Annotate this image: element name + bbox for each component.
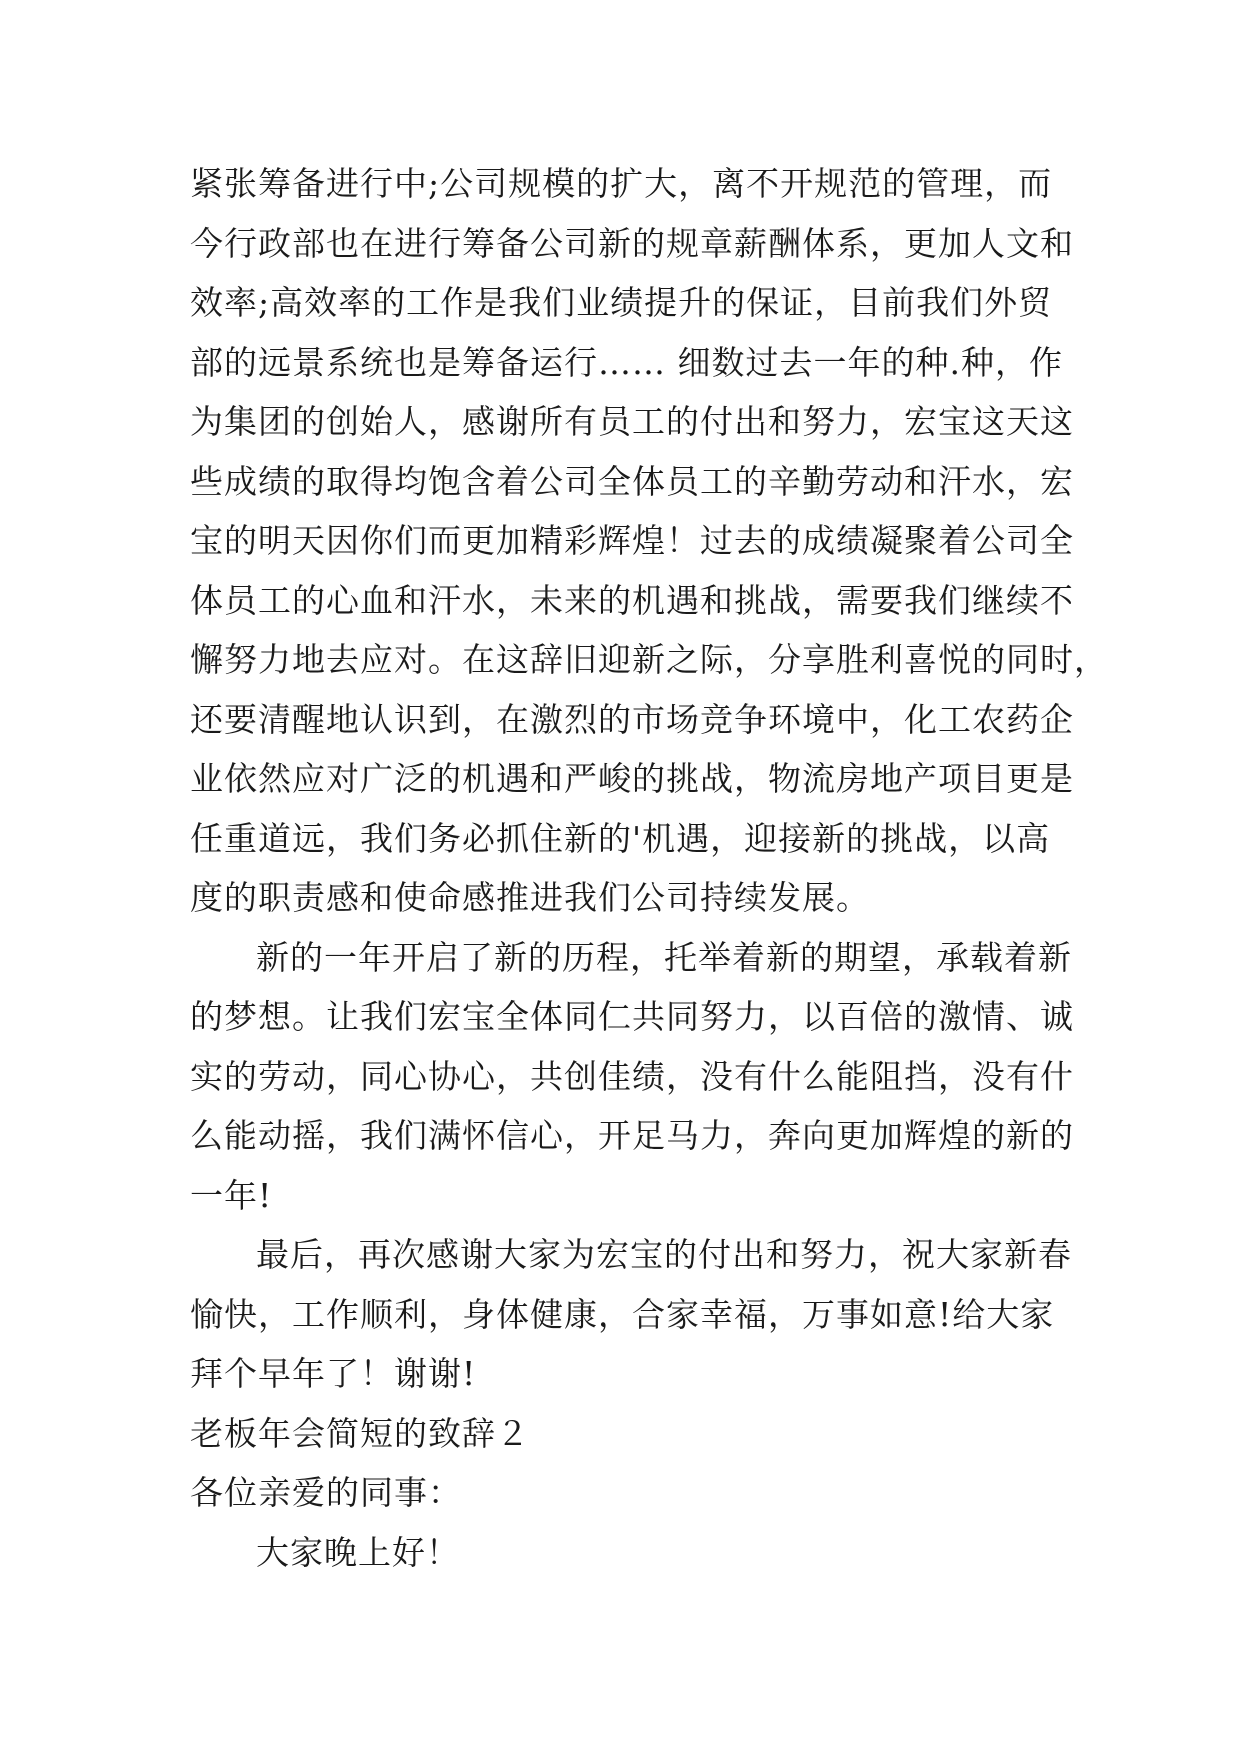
- salutation: 各位亲爱的同事：: [190, 1473, 462, 1512]
- text-line: 愉快，工作顺利，身体健康，合家幸福，万事如意!给大家: [190, 1294, 1055, 1334]
- text-line: 么能动摇，我们满怀信心，开足马力，奔向更加辉煌的新的: [190, 1116, 1074, 1155]
- text-line: 为集团的创始人，感谢所有员工的付出和努力，宏宝这天这: [190, 402, 1074, 441]
- text-line: 些成绩的取得均饱含着公司全体员工的辛勤劳动和汗水，宏: [190, 461, 1074, 501]
- text-line: 懈努力地去应对。在这辞旧迎新之际，分享胜利喜悦的同时，: [190, 640, 1108, 679]
- text-line: 今行政部也在进行筹备公司新的规章薪酬体系，更加人文和: [190, 223, 1074, 263]
- text-line: 的梦想。让我们宏宝全体同仁共同努力，以百倍的激情、诚: [190, 997, 1074, 1036]
- text-line: 最后，再次感谢大家为宏宝的付出和努力，祝大家新春: [256, 1235, 1072, 1274]
- greeting: 大家晚上好！: [256, 1532, 460, 1572]
- text-line: 任重道远，我们务必抓住新的'机遇，迎接新的挑战，以高: [190, 818, 1051, 858]
- text-line: 拜个早年了！谢谢!: [190, 1354, 477, 1393]
- paragraph-closing: [190, 1225, 1072, 1404]
- text-line: 实的劳动，同心协心，共创佳绩，没有什么能阻挡，没有什: [190, 1056, 1074, 1096]
- text-line: 宝的明天因你们而更加精彩辉煌！过去的成绩凝聚着公司全: [190, 521, 1074, 560]
- text-line: 新的一年开启了新的历程，托举着新的期望，承载着新: [256, 937, 1072, 977]
- text-line: 度的职责感和使命感推进我们公司持续发展。: [190, 878, 870, 917]
- text-line: 效率;高效率的工作是我们业绩提升的保证，目前我们外贸: [190, 283, 1053, 322]
- paragraph-continued: [190, 154, 1108, 928]
- document-body: [190, 154, 1108, 1582]
- paragraph-new-year: [190, 928, 1074, 1226]
- text-line: 业依然应对广泛的机遇和严峻的挑战，物流房地产项目更是: [190, 759, 1074, 798]
- text-line: 还要清醒地认识到，在激烈的市场竞争环境中，化工农药企: [190, 699, 1074, 739]
- text-line: 体员工的心血和汗水，未来的机遇和挑战，需要我们继续不: [190, 580, 1074, 620]
- text-line: 紧张筹备进行中;公司规模的扩大，离不开规范的管理，而: [190, 164, 1053, 203]
- text-line: 部的远景系统也是筹备运行…… 细数过去一年的种.种，作: [190, 342, 1063, 382]
- text-line: 一年!: [190, 1175, 273, 1215]
- section-title: 老板年会简短的致辞２: [190, 1413, 530, 1453]
